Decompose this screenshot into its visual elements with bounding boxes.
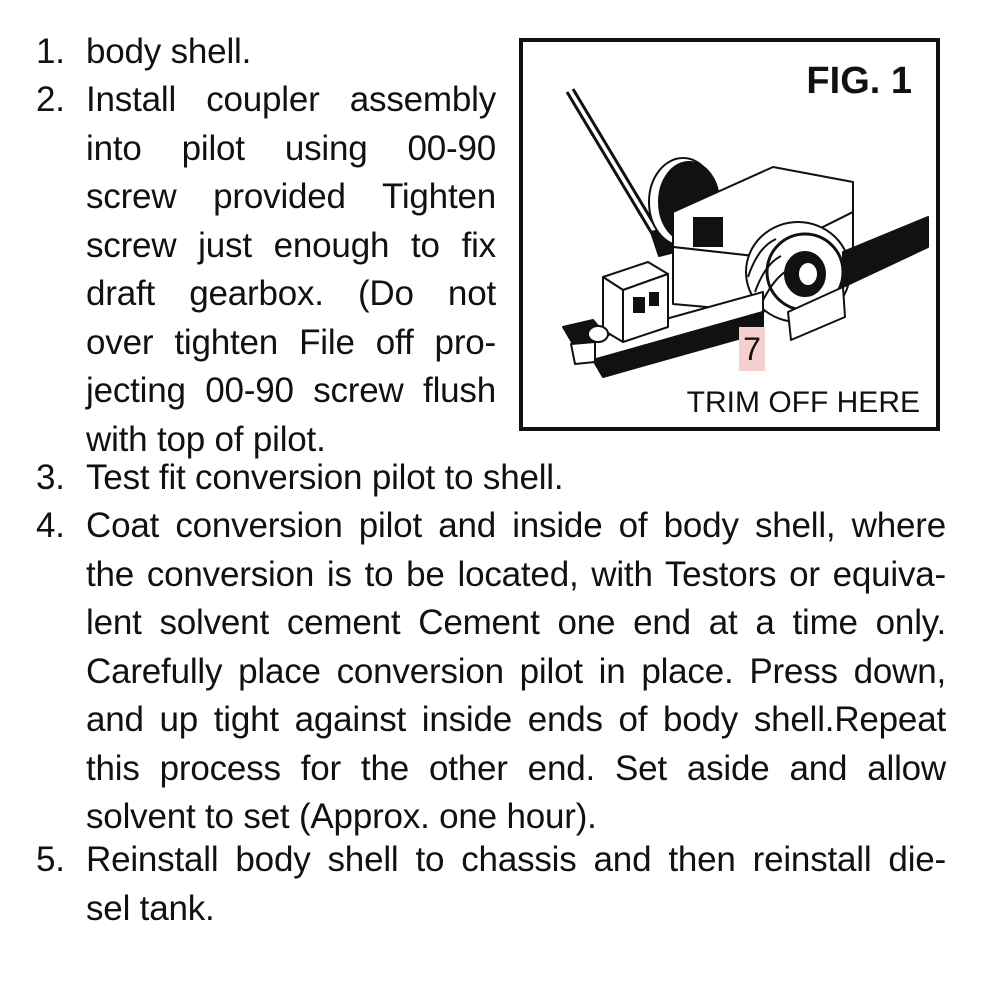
- step-number: 5.: [36, 840, 65, 879]
- figure-title: FIG. 1: [806, 60, 912, 102]
- step-text-line: and up tight against inside ends of body shell.Repeat: [86, 700, 946, 739]
- step-text-line: Carefully place conversion pilot in place. Press down,: [86, 651, 946, 691]
- step-4: [36, 502, 946, 842]
- step-text-line: Coat conversion pilot and inside of body shell, where: [86, 506, 946, 545]
- step-text-line: sel tank.: [86, 888, 215, 928]
- figure-caption: TRIM OFF HERE: [686, 386, 920, 419]
- step-5: [36, 836, 946, 933]
- step-number: 2.: [36, 80, 65, 119]
- step-text-line: draft gearbox. (Do not: [86, 274, 496, 313]
- step-text-line: with top of pilot.: [86, 419, 326, 459]
- step-2: [36, 76, 496, 464]
- step-number: 3.: [36, 458, 65, 497]
- step-text-line: Test fit conversion pilot to shell.: [86, 458, 564, 497]
- step-number: 1.: [36, 32, 65, 71]
- step-text-line: over tighten File off pro-: [86, 322, 496, 362]
- step-text-line: Reinstall body shell to chassis and then reinstall die-: [86, 840, 946, 879]
- step-text-line: jecting 00-90 screw flush: [86, 371, 496, 410]
- step-text-line: solvent to set (Approx. one hour).: [86, 797, 597, 836]
- step-text-line: this process for the other end. Set aside and allow: [86, 748, 946, 788]
- step-text-line: lent solvent cement Cement one end at a time only.: [86, 603, 946, 642]
- step-text-line: body shell.: [86, 32, 252, 71]
- step-3: [36, 454, 946, 503]
- step-1: [36, 28, 496, 77]
- callout-number: 7: [739, 327, 765, 371]
- step-text-line: into pilot using 00-90: [86, 128, 496, 168]
- figure-1: [519, 38, 940, 431]
- step-number: 4.: [36, 506, 65, 545]
- step-text-line: screw just enough to fix: [86, 225, 496, 265]
- step-text-line: the conversion is to be located, with Testors or equiva-: [86, 554, 946, 594]
- step-text-line: screw provided Tighten: [86, 177, 496, 216]
- step-text-line: Install coupler assembly: [86, 80, 496, 119]
